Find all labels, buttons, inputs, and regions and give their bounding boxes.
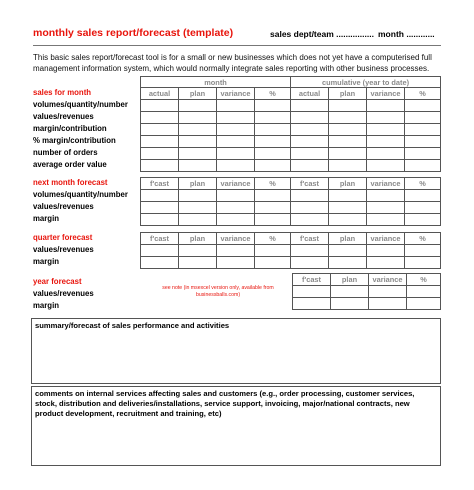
row-label: values/revenues	[33, 289, 94, 298]
table-cell[interactable]	[369, 286, 407, 298]
table-row	[141, 160, 441, 172]
row-label: margin	[33, 214, 59, 223]
table-cell[interactable]	[291, 214, 329, 226]
column-header: plan	[179, 88, 217, 100]
section-heading-year-forecast: year forecast	[33, 277, 82, 286]
table-row	[141, 124, 441, 136]
table-cell[interactable]	[405, 124, 441, 136]
page-title: monthly sales report/forecast (template)	[33, 27, 234, 39]
column-header: %	[405, 88, 441, 100]
column-header: actual	[291, 88, 329, 100]
table-cell[interactable]	[255, 160, 291, 172]
table-cell[interactable]	[217, 202, 255, 214]
table-cell[interactable]	[217, 148, 255, 160]
table-cell[interactable]	[179, 190, 217, 202]
table-cell[interactable]	[405, 112, 441, 124]
row-label: values/revenues	[33, 202, 94, 211]
excel-note: see note (in msexcel version only, available from businessballs.com)	[162, 285, 274, 298]
table-cell[interactable]	[367, 148, 405, 160]
table-cell[interactable]	[329, 214, 367, 226]
table-cell[interactable]	[141, 100, 179, 112]
row-label: values/revenues	[33, 245, 94, 254]
table-cell[interactable]	[217, 214, 255, 226]
table-cell[interactable]	[141, 202, 179, 214]
table-cell[interactable]	[179, 202, 217, 214]
table-cell[interactable]	[291, 148, 329, 160]
table-cell[interactable]	[367, 245, 405, 257]
table-cell[interactable]	[179, 160, 217, 172]
table-cell[interactable]	[141, 257, 179, 269]
table-cell[interactable]	[217, 124, 255, 136]
column-header: plan	[329, 233, 367, 245]
table-cell[interactable]	[407, 286, 441, 298]
row-label: margin/contribution	[33, 124, 107, 133]
table-cell[interactable]	[291, 190, 329, 202]
comments-box[interactable]	[31, 386, 441, 466]
table-row	[141, 136, 441, 148]
row-label: margin	[33, 257, 59, 266]
table-cell[interactable]	[217, 112, 255, 124]
section-heading-next-month-forecast: next month forecast	[33, 178, 108, 187]
table-cell[interactable]	[255, 124, 291, 136]
table-cell[interactable]	[367, 136, 405, 148]
column-header: f'cast	[141, 233, 179, 245]
table-cell[interactable]	[179, 214, 217, 226]
table-cell[interactable]	[405, 160, 441, 172]
table-cell[interactable]	[141, 245, 179, 257]
column-header: variance	[369, 274, 407, 286]
column-header: %	[405, 233, 441, 245]
year-forecast-table	[292, 273, 441, 310]
table-cell[interactable]	[329, 100, 367, 112]
table-cell[interactable]	[141, 214, 179, 226]
table-cell[interactable]	[255, 148, 291, 160]
table-cell[interactable]	[293, 298, 331, 310]
table-cell[interactable]	[255, 257, 291, 269]
table-cell[interactable]	[329, 257, 367, 269]
table-cell[interactable]	[405, 245, 441, 257]
table-cell[interactable]	[179, 100, 217, 112]
table-cell[interactable]	[141, 136, 179, 148]
section-heading-sales-for-month: sales for month	[33, 88, 92, 97]
table-cell[interactable]	[217, 160, 255, 172]
column-header: %	[407, 274, 441, 286]
table-cell[interactable]	[367, 257, 405, 269]
table-row	[141, 112, 441, 124]
table-cell[interactable]	[405, 214, 441, 226]
table-cell[interactable]	[291, 124, 329, 136]
table-cell[interactable]	[293, 286, 331, 298]
table-cell[interactable]	[179, 124, 217, 136]
column-header: variance	[217, 178, 255, 190]
table-cell[interactable]	[217, 245, 255, 257]
header-divider	[33, 45, 441, 46]
table-cell[interactable]	[217, 257, 255, 269]
column-header: f'cast	[291, 178, 329, 190]
sales-dept-field-label: sales dept/team ................	[270, 29, 374, 39]
column-header: plan	[179, 233, 217, 245]
column-header: f'cast	[141, 178, 179, 190]
row-label: number of orders	[33, 148, 98, 157]
row-label: values/revenues	[33, 112, 94, 121]
column-header: actual	[141, 88, 179, 100]
group-header-month: month	[141, 77, 291, 88]
group-header-cumulative: cumulative (year to date)	[291, 77, 441, 88]
table-row	[141, 214, 441, 226]
column-header: plan	[329, 178, 367, 190]
month-field-label: month ............	[378, 29, 435, 39]
table-cell[interactable]	[217, 136, 255, 148]
column-header: variance	[217, 88, 255, 100]
table-cell[interactable]	[255, 136, 291, 148]
table-row	[141, 245, 441, 257]
table-cell[interactable]	[141, 190, 179, 202]
table-cell[interactable]	[367, 112, 405, 124]
table-cell[interactable]	[329, 202, 367, 214]
column-header: %	[255, 88, 291, 100]
table-row	[141, 257, 441, 269]
table-cell[interactable]	[329, 112, 367, 124]
table-cell[interactable]	[329, 124, 367, 136]
table-cell[interactable]	[405, 148, 441, 160]
section-heading-quarter-forecast: quarter forecast	[33, 233, 93, 242]
table-cell[interactable]	[217, 100, 255, 112]
table-cell[interactable]	[179, 245, 217, 257]
quarter-forecast-table	[140, 232, 441, 269]
table-row	[141, 100, 441, 112]
column-header: %	[255, 233, 291, 245]
table-cell[interactable]	[255, 245, 291, 257]
table-cell[interactable]	[291, 245, 329, 257]
column-header: plan	[331, 274, 369, 286]
table-cell[interactable]	[405, 190, 441, 202]
table-cell[interactable]	[141, 160, 179, 172]
table-row	[293, 286, 441, 298]
sales-for-month-table	[140, 76, 441, 172]
column-header: %	[405, 178, 441, 190]
table-cell[interactable]	[255, 190, 291, 202]
table-cell[interactable]	[255, 112, 291, 124]
column-header: variance	[367, 233, 405, 245]
table-cell[interactable]	[367, 160, 405, 172]
table-cell[interactable]	[405, 136, 441, 148]
column-header: plan	[179, 178, 217, 190]
table-cell[interactable]	[405, 202, 441, 214]
table-cell[interactable]	[291, 160, 329, 172]
table-cell[interactable]	[331, 286, 369, 298]
next-month-forecast-table	[140, 177, 441, 226]
table-row	[141, 202, 441, 214]
table-cell[interactable]	[291, 257, 329, 269]
table-cell[interactable]	[405, 100, 441, 112]
column-header: variance	[367, 88, 405, 100]
column-header: f'cast	[291, 233, 329, 245]
table-row	[141, 148, 441, 160]
table-cell[interactable]	[179, 148, 217, 160]
table-cell[interactable]	[291, 112, 329, 124]
column-header: f'cast	[293, 274, 331, 286]
summary-box[interactable]	[31, 318, 441, 384]
row-label: volumes/quantity/number	[33, 190, 128, 199]
table-cell[interactable]	[367, 124, 405, 136]
table-cell[interactable]	[291, 100, 329, 112]
column-header: %	[255, 178, 291, 190]
table-cell[interactable]	[329, 136, 367, 148]
table-cell[interactable]	[255, 214, 291, 226]
table-cell[interactable]	[329, 160, 367, 172]
table-cell[interactable]	[141, 124, 179, 136]
table-cell[interactable]	[369, 298, 407, 310]
table-cell[interactable]	[367, 100, 405, 112]
table-row	[141, 190, 441, 202]
table-cell[interactable]	[179, 257, 217, 269]
table-row	[293, 298, 441, 310]
table-cell[interactable]	[141, 112, 179, 124]
table-cell[interactable]	[217, 190, 255, 202]
table-cell[interactable]	[405, 257, 441, 269]
table-cell[interactable]	[255, 202, 291, 214]
table-cell[interactable]	[367, 190, 405, 202]
table-cell[interactable]	[255, 100, 291, 112]
table-cell[interactable]	[331, 298, 369, 310]
table-cell[interactable]	[367, 202, 405, 214]
column-header: plan	[329, 88, 367, 100]
summary-label: summary/forecast of sales performance and activities	[35, 321, 230, 330]
table-cell[interactable]	[367, 214, 405, 226]
table-cell[interactable]	[291, 136, 329, 148]
table-cell[interactable]	[179, 136, 217, 148]
table-cell[interactable]	[141, 148, 179, 160]
row-label: average order value	[33, 160, 107, 169]
table-cell[interactable]	[329, 245, 367, 257]
intro-paragraph: This basic sales report/forecast tool is for a small or new businesses which does not yet have a computerised full management information system, which would normally integrate sales reporting with other business processes.	[33, 53, 432, 73]
table-cell[interactable]	[329, 190, 367, 202]
row-label: volumes/quantity/number	[33, 100, 128, 109]
row-label: margin	[33, 301, 59, 310]
comments-label: comments on internal services affecting sales and customers (e.g., order processing, customer services, stock, distribution and deliveries/installations, service support, invoicing, major/national contracts, new product development, recruitment and training, etc)	[35, 389, 415, 418]
table-cell[interactable]	[329, 148, 367, 160]
column-header: variance	[217, 233, 255, 245]
column-header: variance	[367, 178, 405, 190]
row-label: % margin/contribution	[33, 136, 116, 145]
table-cell[interactable]	[407, 298, 441, 310]
table-cell[interactable]	[291, 202, 329, 214]
table-cell[interactable]	[179, 112, 217, 124]
